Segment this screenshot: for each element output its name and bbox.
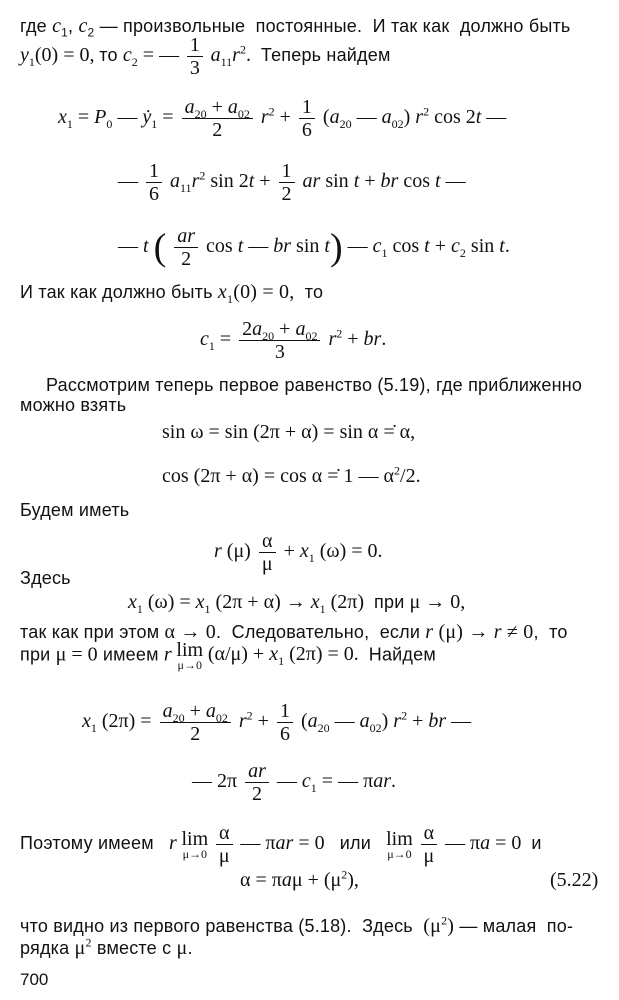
text-line-8: так как при этом α → 0. Следовательно, если r (μ) → r ≠ 0, то bbox=[20, 621, 568, 643]
equation-cos: cos (2π + α) = cos α =̇ 1 — $\alpha^2/2$. bbox=[162, 463, 421, 487]
text-line-3: И так как должно быть $x_1(0) = 0$, то bbox=[20, 281, 324, 306]
text-line-2: $y_1(0) = 0$, то $c_2$ = — $\frac{1}{3}$ $a_{11}r^2$. Теперь найдем bbox=[20, 34, 391, 79]
text-line-7: Здесь bbox=[20, 568, 71, 588]
text-line-4: Рассмотрим теперь первое равенство (5.19), где приближенно bbox=[46, 375, 583, 395]
text-line-6: Будем иметь bbox=[20, 500, 130, 520]
equation-r-mu: r (μ) $\frac{\alpha}{\mu}$ + $x_1$ (ω) = 0. bbox=[214, 530, 383, 575]
text-line-5: можно взять bbox=[20, 395, 127, 415]
equation-x1-2pi-row1: $x_1$ (2π) = $\frac{a_{20} + a_{02}}{2}$ $r^2$ + $\frac{1}{6}$ ($a_{20}$ — $a_{02}$) $r^2$ + br — bbox=[82, 700, 472, 745]
equation-x1-row1: $x_1 = P_0$ — ẏ$_1$ = $\frac{a_{20} + a_{02}}{2}$ $r^2$ + $\frac{1}{6}$ ($a_{20}$ — $a_{02}$) $r^2$ cos 2t — bbox=[58, 96, 507, 141]
text-line-11: что видно из первого равенства (5.18). Здесь $(\mu^2)$ — малая по- bbox=[20, 913, 574, 937]
text-line-10: Поэтому имеем r lim μ→0 $\frac{\alpha}{\mu}$ — πar = 0 или lim μ→0 $\frac{\alpha}{\mu}$ — πa = 0 и bbox=[20, 822, 542, 867]
equation-number: (5.22) bbox=[550, 869, 599, 891]
text-line-12: рядка $\mu^2$ вместе с μ. bbox=[20, 935, 193, 959]
page-number: 700 bbox=[20, 970, 49, 989]
equation-x1-omega: $x_1$ $(\omega) = x_1$ $(2\pi + \alpha) \to x_1$ (2π) при μ → 0, bbox=[128, 591, 466, 616]
equation-x1-row3: — t ( $\frac{ar}{2}$ cos t — br sin t) — $c_1$ $\cos t + c_2$ sin t. bbox=[118, 225, 510, 270]
equation-x1-row2: — $\frac{1}{6}$ $a_{11}r^2$ sin 2t + $\frac{1}{2}$ ar sin t + br cos t — bbox=[118, 160, 466, 205]
equation-c1: $c_1$ = $\frac{2a_{20} + a_{02}}{3}$ $r^2$ + br. bbox=[200, 318, 387, 363]
text-line-9: при μ = 0 имеем r lim μ→0 $(\alpha/\mu) + x_1$ (2π) = 0. Найдем bbox=[20, 639, 436, 672]
text-line-1: где $c_1$, $c_2$ — произвольные постоянные. И так как должно быть bbox=[20, 15, 571, 40]
equation-sin-omega: sin ω = sin (2π + α) = sin α =̇ α, bbox=[162, 421, 416, 443]
equation-x1-2pi-row2: — 2π $\frac{ar}{2}$ — $c_1$ = — πar. bbox=[192, 760, 396, 805]
equation-5-22: $\alpha = \pi a\mu + (\mu^2)$, bbox=[240, 867, 359, 891]
